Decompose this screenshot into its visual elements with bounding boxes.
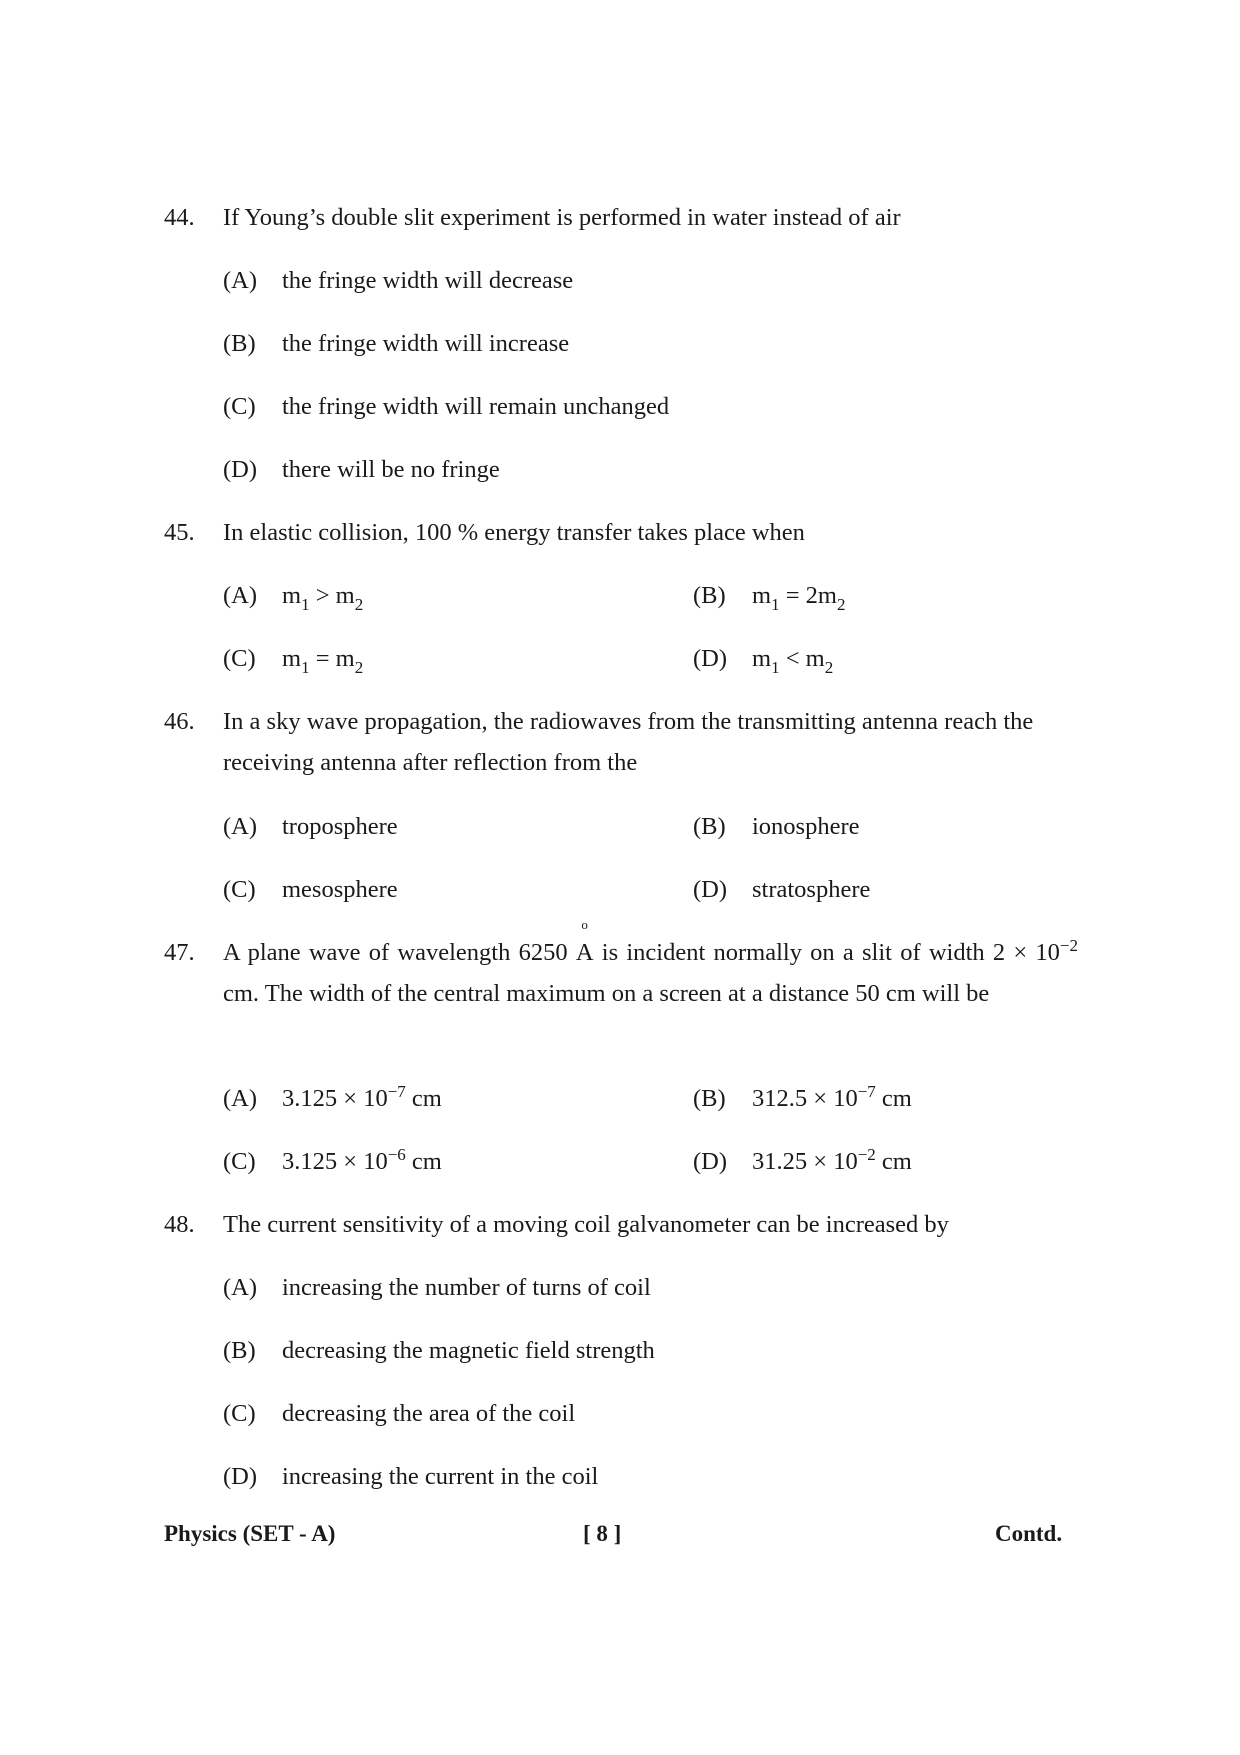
option-label: (D) (693, 1148, 728, 1175)
option-text: the fringe width will decrease (282, 267, 574, 294)
option-text: $m_1 = 2m_2$ (752, 582, 846, 614)
option-label: (C) (223, 876, 256, 903)
option-text: increasing the current in the coil (282, 1463, 599, 1490)
question-number: 47. (164, 939, 195, 966)
option-text: ionosphere (752, 813, 860, 840)
option-label: (C) (223, 1148, 256, 1175)
option-text: there will be no fringe (282, 456, 500, 483)
question-text: In a sky wave propagation, the radiowaves from the transmitting antenna reach the receiving antenna after reflection from the (223, 708, 1034, 776)
option-label: (A) (223, 582, 258, 609)
footer-subject: Physics (SET - A) (164, 1521, 336, 1546)
option-label: (B) (693, 813, 726, 840)
option-text: the fringe width will remain unchanged (282, 393, 670, 420)
question-number: 45. (164, 519, 195, 546)
option-label: (B) (693, 582, 726, 609)
option-label: (D) (223, 1463, 258, 1490)
option-text: $3.125 \times 10^{-7}$ cm (282, 1082, 442, 1112)
question-number: 48. (164, 1211, 195, 1238)
option-label: (A) (223, 813, 258, 840)
option-text: stratosphere (752, 876, 871, 903)
option-text: mesosphere (282, 876, 398, 903)
option-text: decreasing the magnetic field strength (282, 1337, 655, 1364)
option-label: (C) (223, 1400, 256, 1427)
option-text: $m_1 > m_2$ (282, 582, 364, 614)
question-text: The current sensitivity of a moving coil galvanometer can be increased by (223, 1211, 949, 1238)
option-label: (A) (223, 1085, 258, 1112)
option-label: (B) (223, 1337, 256, 1364)
option-text: $312.5 \times 10^{-7}$ cm (752, 1082, 912, 1112)
option-label: (A) (223, 267, 258, 294)
option-text: $m_1 < m_2$ (752, 645, 834, 677)
option-label: (B) (693, 1085, 726, 1112)
footer-page-number: [ 8 ] (583, 1521, 622, 1546)
question-text: In elastic collision, 100 % energy transfer takes place when (223, 519, 805, 546)
option-label: (C) (223, 645, 256, 672)
question-number: 46. (164, 708, 195, 735)
option-text: $31.25 \times 10^{-2}$ cm (752, 1145, 912, 1175)
option-label: (D) (223, 456, 258, 483)
option-label: (C) (223, 393, 256, 420)
option-text: $3.125 \times 10^{-6}$ cm (282, 1145, 442, 1175)
question-number: 44. (164, 204, 195, 231)
option-text: increasing the number of turns of coil (282, 1274, 651, 1301)
option-label: (D) (693, 876, 728, 903)
footer-continued: Contd. (995, 1521, 1063, 1546)
option-label: (D) (693, 645, 728, 672)
option-text: $m_1 = m_2$ (282, 645, 364, 677)
question-text: If Young’s double slit experiment is performed in water instead of air (223, 204, 901, 231)
option-text: the fringe width will increase (282, 330, 570, 357)
option-label: (A) (223, 1274, 258, 1301)
question-text: A plane wave of wavelength 6250 A o is incident normally on a slit of width $2 \times 10^{-2}$ cm. The width of the central maximum on a screen at a distance 50 cm will be (223, 917, 1078, 1007)
option-text: decreasing the area of the coil (282, 1400, 576, 1427)
option-label: (B) (223, 330, 256, 357)
option-text: troposphere (282, 813, 398, 840)
